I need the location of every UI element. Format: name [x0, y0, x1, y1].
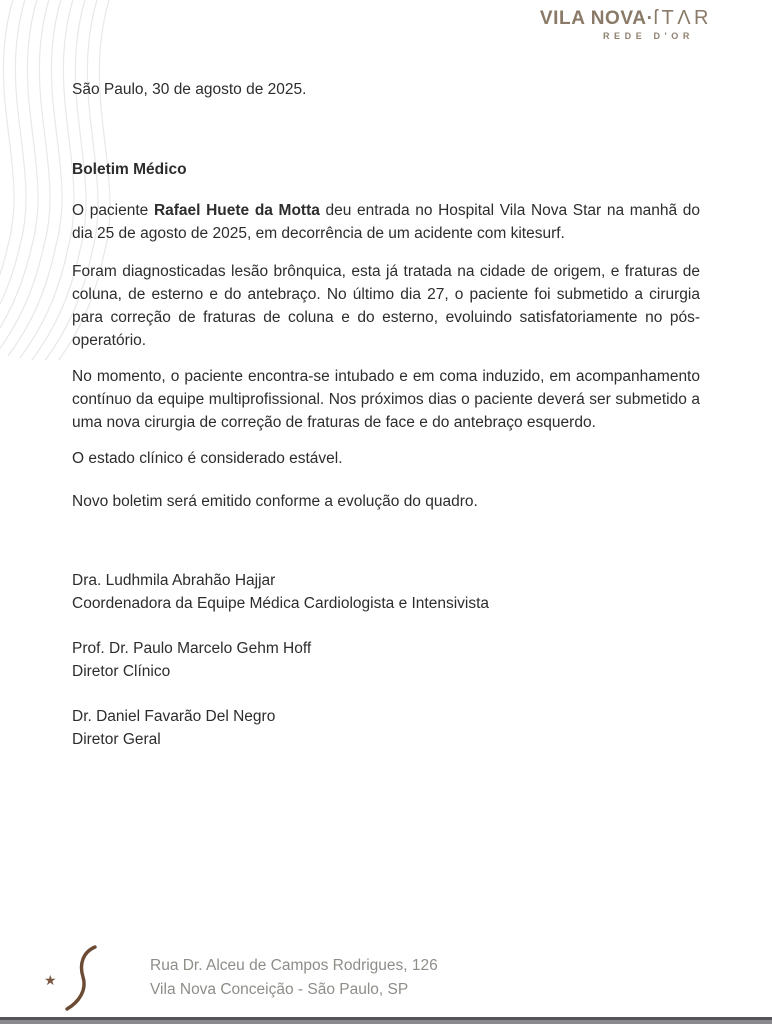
signer-name: Prof. Dr. Paulo Marcelo Gehm Hoff — [72, 640, 312, 657]
letterhead-footer — [44, 944, 438, 1012]
paragraph-stability: O estado clínico é considerado estável. — [72, 450, 343, 467]
footer-address — [150, 954, 438, 1002]
brand-wordmark — [540, 8, 712, 28]
patient-name: Rafael Huete da Motta — [153, 202, 320, 219]
signer-role: Coordenadora da Equipe Médica Cardiologista e Intensivista — [72, 595, 490, 612]
signature-list — [72, 569, 700, 751]
signature-block-3 — [72, 705, 700, 751]
brand-separator-dot: · — [646, 8, 654, 29]
paragraph-admission — [72, 199, 700, 245]
signer-role: Diretor Clínico — [72, 663, 171, 680]
footer-brand-mark — [44, 944, 120, 1012]
brand-bold-text: VILA NOVA — [539, 8, 647, 29]
swirl-icon — [59, 944, 101, 1012]
address-line-1: Rua Dr. Alceu de Campos Rodrigues, 126 — [150, 957, 438, 974]
bulletin-title: Boletim Médico — [72, 161, 187, 178]
signature-block-1 — [72, 569, 700, 615]
signature-block-2 — [72, 637, 700, 683]
address-line-2: Vila Nova Conceição - São Paulo, SP — [150, 981, 409, 998]
paragraph-current-state: No momento, o paciente encontra-se intubado e em coma induzido, em acompanhamento contínuo da equipe multiprofissional. Nos próximos dias o paciente deverá ser submetido a uma nova cirurgia de correção de fraturas de face e do antebraço esquerdo. — [72, 368, 700, 431]
hospital-logo — [540, 8, 712, 41]
star-icon: ★ — [44, 971, 57, 988]
signer-name: Dra. Ludhmila Abrahão Hajjar — [72, 572, 276, 589]
paragraph-admission-suffix: deu entrada no Hospital Vila Nova Star na manhã do dia 25 de agosto de 2025, em decorrência de um acidente com kitesurf. — [72, 202, 700, 242]
brand-tagline: REDE D'OR — [602, 31, 694, 41]
paragraph-next-bulletin: Novo boletim será emitido conforme a evolução do quadro. — [72, 493, 478, 510]
signer-name: Dr. Daniel Favarão Del Negro — [72, 708, 276, 725]
signer-role: Diretor Geral — [72, 731, 161, 748]
page-bottom-edge — [0, 1017, 772, 1024]
dateline: São Paulo, 30 de agosto de 2025. — [72, 81, 307, 98]
letter-body — [72, 78, 700, 751]
brand-light-text: ſTΛR — [653, 7, 712, 29]
paragraph-diagnosis: Foram diagnosticadas lesão brônquica, esta já tratada na cidade de origem, e fraturas de coluna, de esterno e do antebraço. No último dia 27, o paciente foi submetido a cirurgia para correção de fraturas de coluna e do esterno, evoluindo satisfatoriamente no pós-operatório. — [72, 263, 700, 349]
paragraph-admission-prefix: O paciente — [72, 202, 154, 219]
